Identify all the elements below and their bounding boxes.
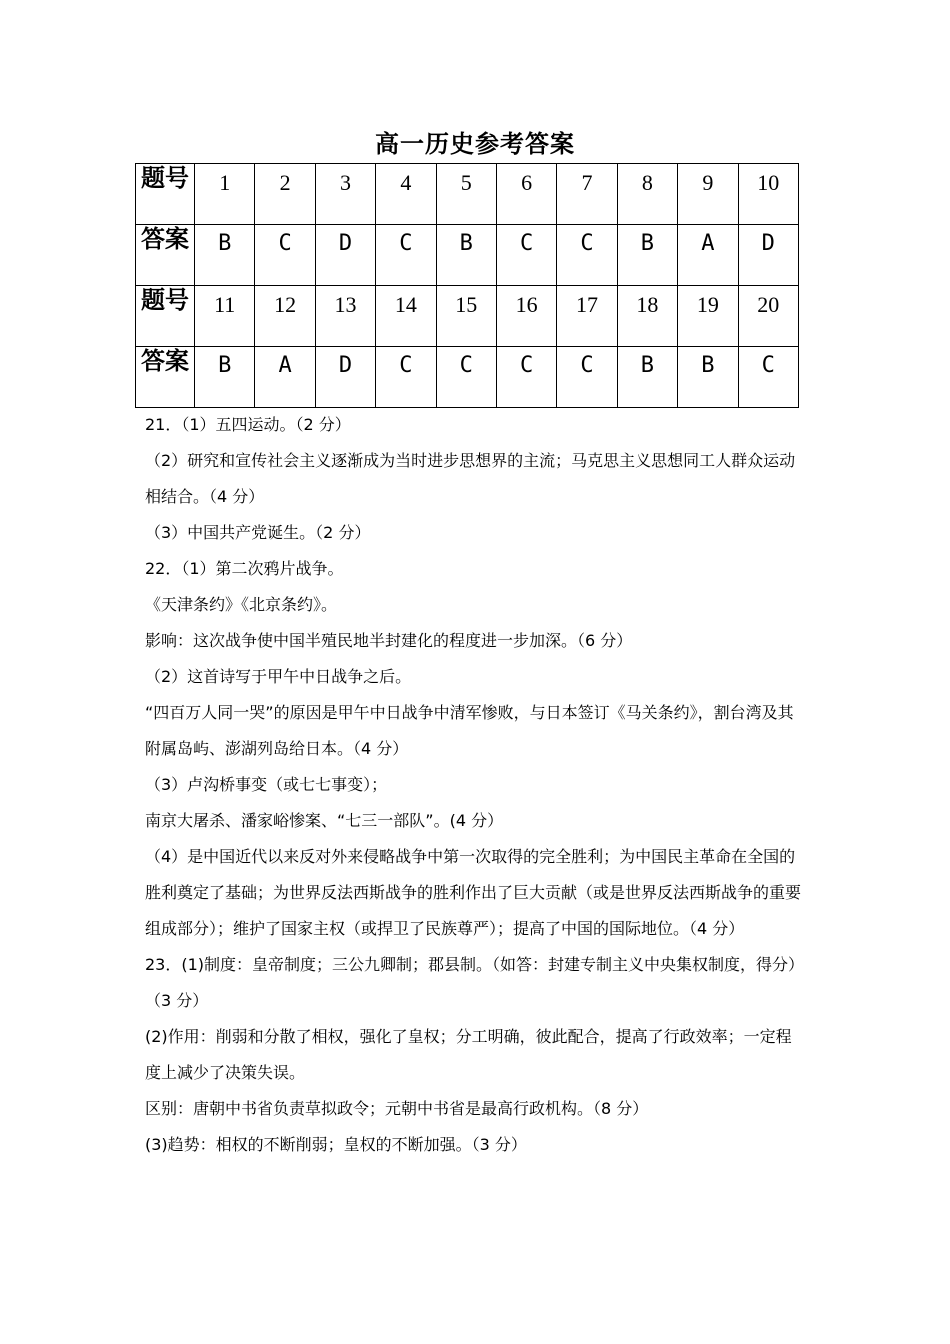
question-number-cell: 16 <box>496 286 556 347</box>
question-number-label: 题号 <box>136 286 195 347</box>
question-number-cell: 9 <box>678 164 738 225</box>
question-number-cell: 12 <box>255 286 315 347</box>
question-number-cell: 4 <box>376 164 436 225</box>
question-number-cell: 8 <box>617 164 677 225</box>
question-number-cell: 14 <box>376 286 436 347</box>
question-number-cell: 6 <box>496 164 556 225</box>
answer-paragraph: （3）中国共产党诞生。（2 分） <box>145 523 371 542</box>
page-title: 高一历史参考答案 <box>375 130 575 158</box>
question-number-cell: 17 <box>557 286 617 347</box>
question-number-row <box>136 286 799 347</box>
answer-paragraph: （4）是中国近代以来反对外来侵略战争中第一次取得的完全胜利；为中国民主革命在全国的胜利奠定了基础；为世界反法西斯战争的胜利作出了巨大贡献（或是世界反法西斯战争的重要组成部分）；维护了国家主权（或捍卫了民族尊严）；提高了中国的国际地位。（4 分） <box>145 847 802 938</box>
answer-cell: B <box>617 347 677 408</box>
question-number-cell: 5 <box>436 164 496 225</box>
answer-table <box>135 163 799 408</box>
answer-cell: C <box>557 225 617 286</box>
question-number-cell: 13 <box>315 286 375 347</box>
question-number-label: 题号 <box>136 164 195 225</box>
answer-cell: D <box>315 225 375 286</box>
answer-cell: D <box>738 225 798 286</box>
answer-explanations <box>145 407 807 1163</box>
question-number-cell: 3 <box>315 164 375 225</box>
answer-paragraph: 《天津条约》《北京条约》。 <box>145 595 338 614</box>
question-number-cell: 2 <box>255 164 315 225</box>
answer-paragraph: (2)作用：削弱和分散了相权，强化了皇权；分工明确，彼此配合，提高了行政效率；一定程度上减少了决策失误。 <box>145 1027 792 1082</box>
answer-cell: C <box>496 225 556 286</box>
answer-cell: B <box>617 225 677 286</box>
answer-cell: C <box>436 347 496 408</box>
answer-paragraph: 22．（1）第二次鸦片战争。 <box>145 559 344 578</box>
answer-paragraph: （3）卢沟桥事变（或七七事变）； <box>145 775 388 794</box>
answer-paragraph: 南京大屠杀、潘家峪惨案、“七三一部队”。(4 分） <box>145 811 504 830</box>
answer-cell: A <box>255 347 315 408</box>
answer-paragraph: （2）研究和宣传社会主义逐渐成为当时进步思想界的主流；马克思主义思想同工人群众运动相结合。（4 分） <box>145 451 796 506</box>
answer-cell: B <box>678 347 738 408</box>
question-number-cell: 1 <box>195 164 255 225</box>
answer-paragraph: 23．(1)制度：皇帝制度；三公九卿制；郡县制。（如答：封建专制主义中央集权制度，得分）（3 分） <box>145 955 805 1010</box>
question-number-cell: 20 <box>738 286 798 347</box>
question-number-cell: 7 <box>557 164 617 225</box>
answer-row <box>136 347 799 408</box>
answer-cell: C <box>738 347 798 408</box>
answer-paragraph: 21．（1）五四运动。（2 分） <box>145 415 351 434</box>
answer-label: 答案 <box>136 225 195 286</box>
answer-paragraph: （2）这首诗写于甲午中日战争之后。 <box>145 667 412 686</box>
answer-cell: C <box>376 225 436 286</box>
question-number-cell: 15 <box>436 286 496 347</box>
answer-cell: B <box>195 225 255 286</box>
question-number-row <box>136 164 799 225</box>
question-number-cell: 10 <box>738 164 798 225</box>
answer-row <box>136 225 799 286</box>
answer-cell: C <box>557 347 617 408</box>
answer-cell: B <box>436 225 496 286</box>
answer-cell: C <box>496 347 556 408</box>
answer-paragraph: 区别：唐朝中书省负责草拟政令；元朝中书省是最高行政机构。（8 分） <box>145 1099 649 1118</box>
answer-cell: A <box>678 225 738 286</box>
question-number-cell: 18 <box>617 286 677 347</box>
answer-cell: D <box>315 347 375 408</box>
question-number-cell: 19 <box>678 286 738 347</box>
answer-paragraph: (3)趋势：相权的不断削弱；皇权的不断加强。（3 分） <box>145 1135 527 1154</box>
answer-paragraph: 影响：这次战争使中国半殖民地半封建化的程度进一步加深。（6 分） <box>145 631 633 650</box>
answer-paragraph: “四百万人同一哭”的原因是甲午中日战争中清军惨败，与日本签订《马关条约》，割台湾及其附属岛屿、澎湖列岛给日本。（4 分） <box>145 703 794 758</box>
answer-cell: B <box>195 347 255 408</box>
answer-cell: C <box>376 347 436 408</box>
answer-cell: C <box>255 225 315 286</box>
answer-label: 答案 <box>136 347 195 408</box>
question-number-cell: 11 <box>195 286 255 347</box>
